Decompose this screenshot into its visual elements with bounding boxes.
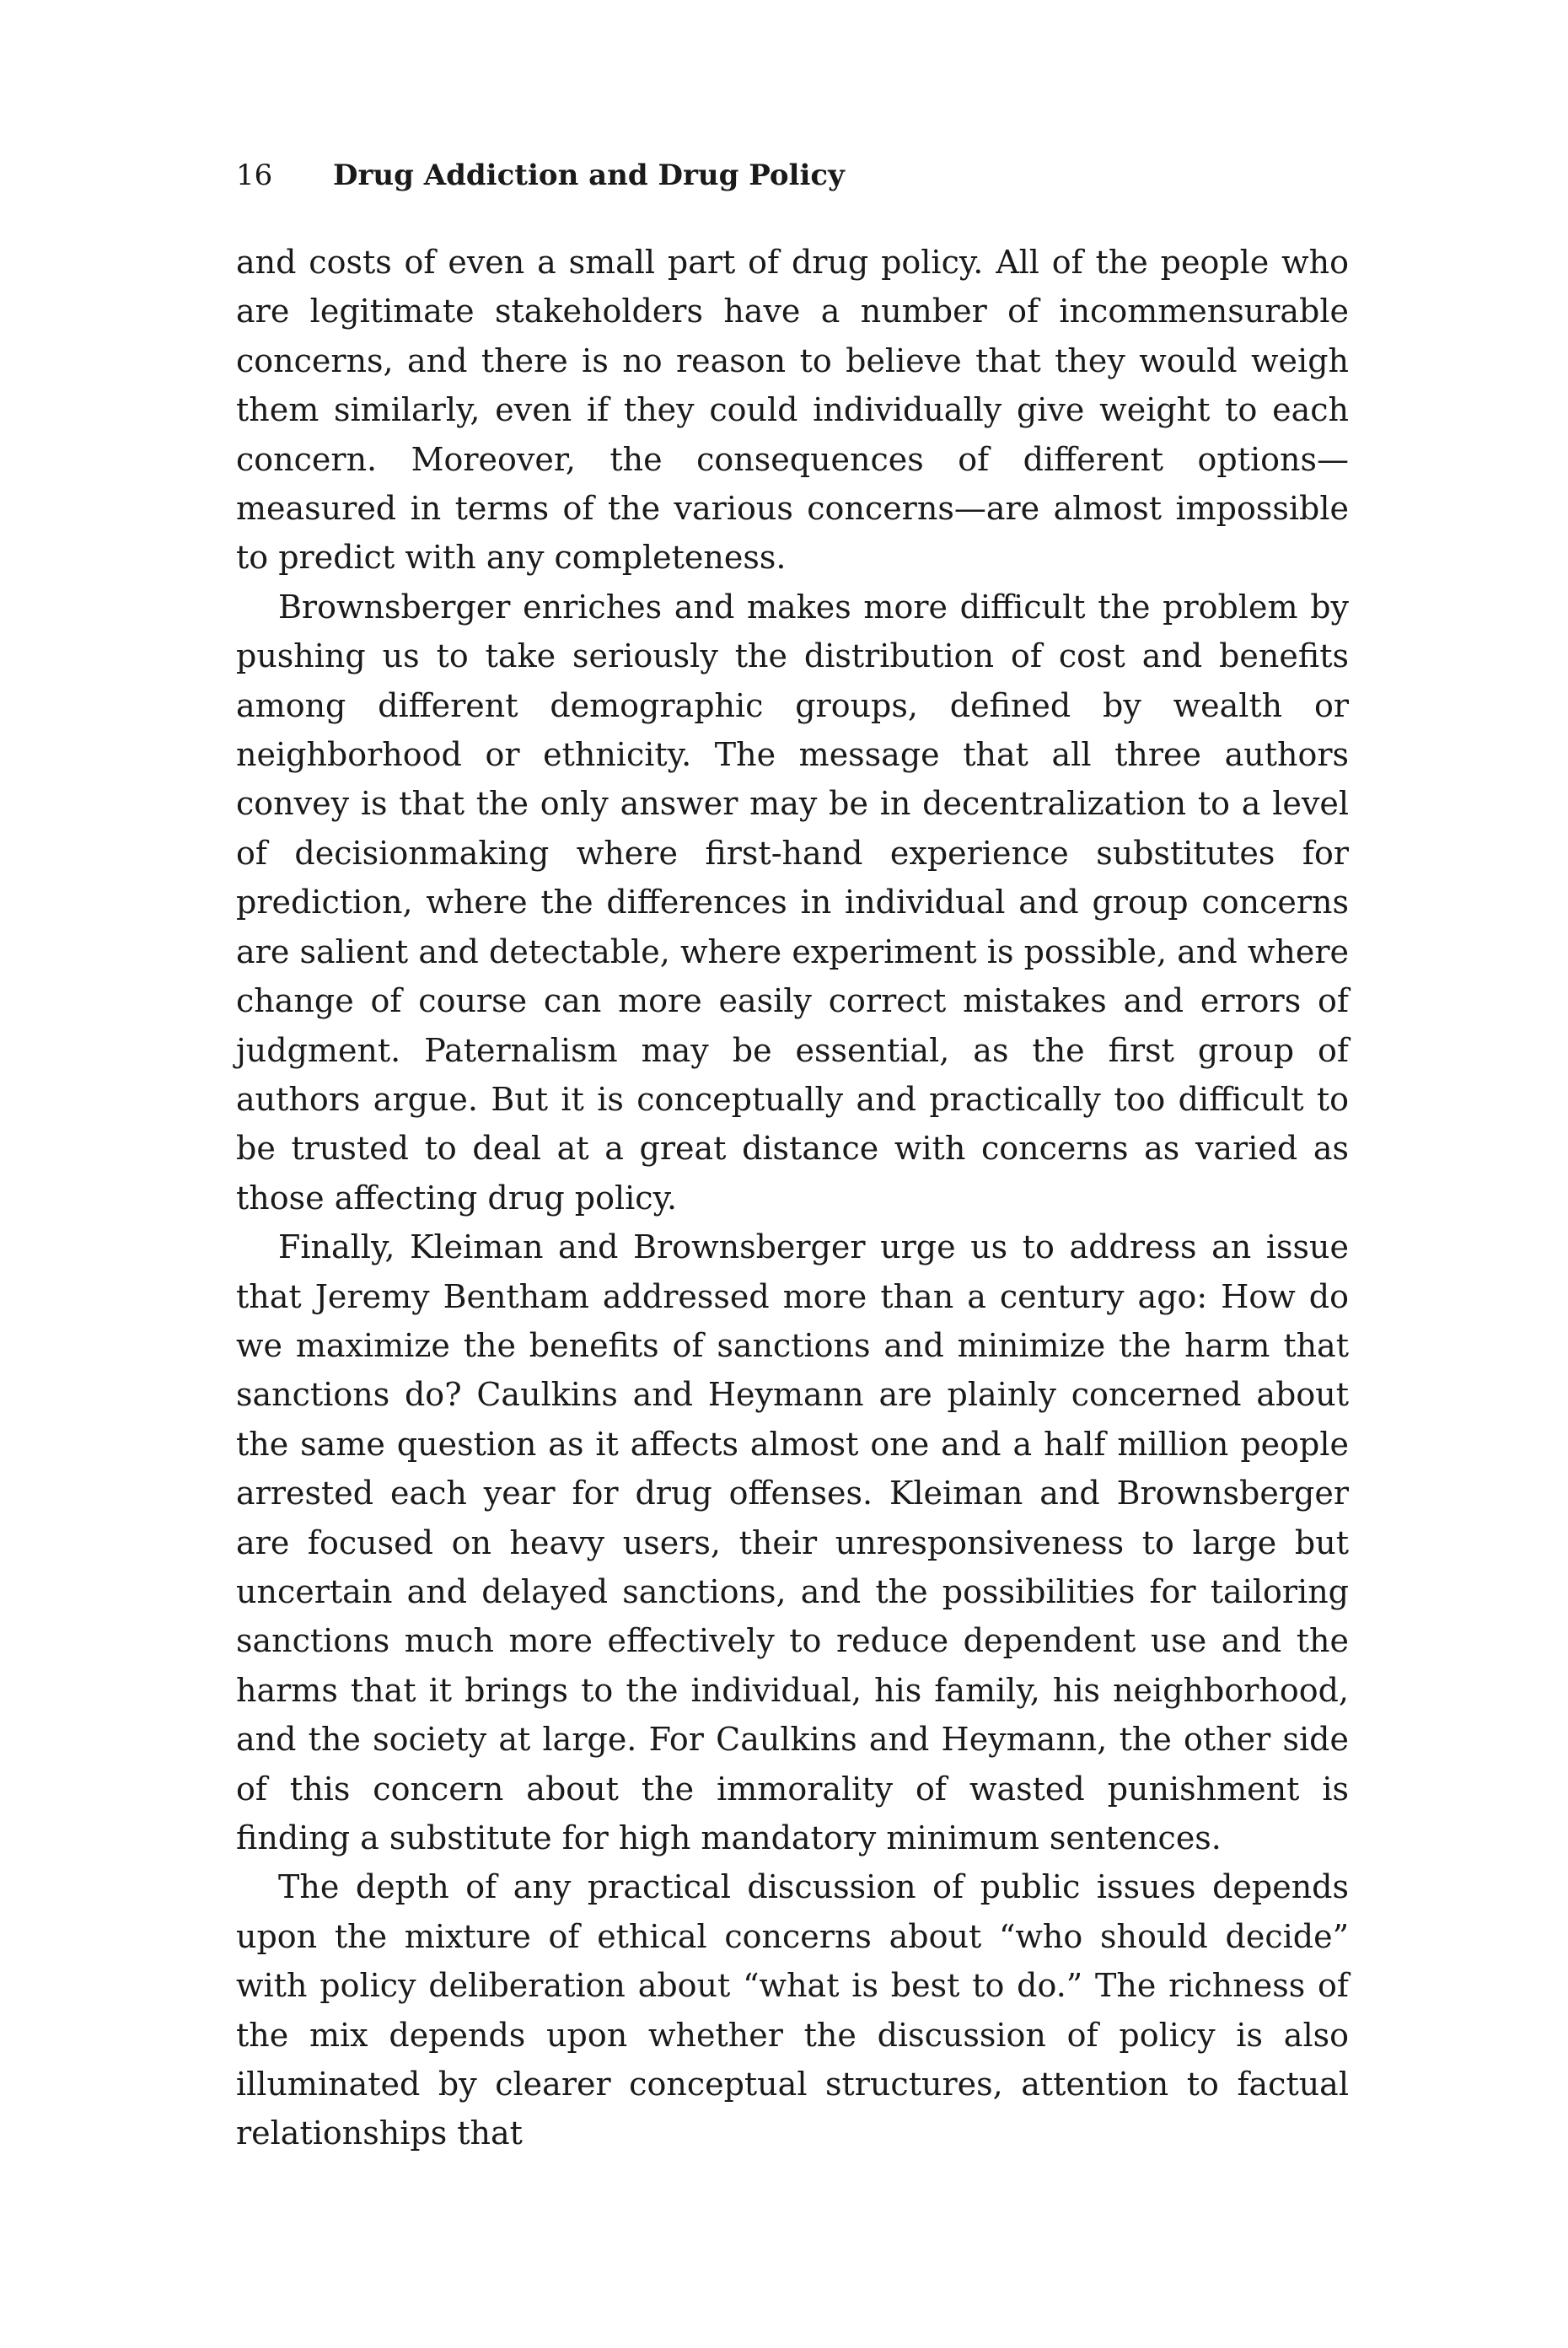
paragraph-bentham: Finally, Kleiman and Brownsberger urge us to address an issue that Jeremy Bentham addressed more than a century ago: How do we maximize the benefits of sanctions and minimize the harm that sanctions do? Caulkins and Heymann are plainly concerned about the same question as it affects almost one and a half million people arrested each year for drug offenses. Kleiman and Brownsberger are focused on heavy users, their unresponsiveness to large but uncertain and delayed sanctions, and the possibilities for tailoring sanctions much more effectively to reduce dependent use and the harms that it brings to the individual, his family, his neighborhood, and the society at large. For Caulkins and Heymann, the other side of this concern about the immorality of wasted punishment is finding a substitute for high mandatory minimum sentences. xyxy=(236,1228,1349,1856)
book-title: Drug Addiction and Drug Policy xyxy=(333,159,845,192)
body-text xyxy=(236,238,1349,2158)
running-head xyxy=(236,157,1349,194)
page-number: 16 xyxy=(236,159,273,192)
paragraph-brownsberger: Brownsberger enriches and makes more difficult the problem by pushing us to take seriously the distribution of cost and benefits among different demographic groups, defined by wealth or neighborhood or ethnicity. The message that all three authors convey is that the only answer may be in decentralization to a level of decisionmaking where first-hand experience substitutes for prediction, where the differences in individual and group concerns are salient and detectable, where experiment is possible, and where change of course can more easily correct mistakes and errors of judgment. Paternalism may be essential, as the first group of authors argue. But it is conceptually and practically too difficult to be trusted to deal at a great distance with concerns as varied as those affecting drug policy. xyxy=(236,588,1349,1217)
paragraph-depth: The depth of any practical discussion of public issues depends upon the mixture of ethical concerns about “who should decide” with policy deliberation about “what is best to do.” The richness of the mix depends upon whether the discussion of policy is also illuminated by clearer conceptual structures, attention to factual relationships that xyxy=(236,1868,1349,2152)
paragraph-continuation: and costs of even a small part of drug policy. All of the people who are legitimate stakeholders have a number of incommensurable concerns, and there is no reason to believe that they would weigh them similarly, even if they could individually give weight to each concern. Moreover, the consequences of different options—measured in terms of the various concerns—are almost impossible to predict with any completeness. xyxy=(236,244,1349,577)
